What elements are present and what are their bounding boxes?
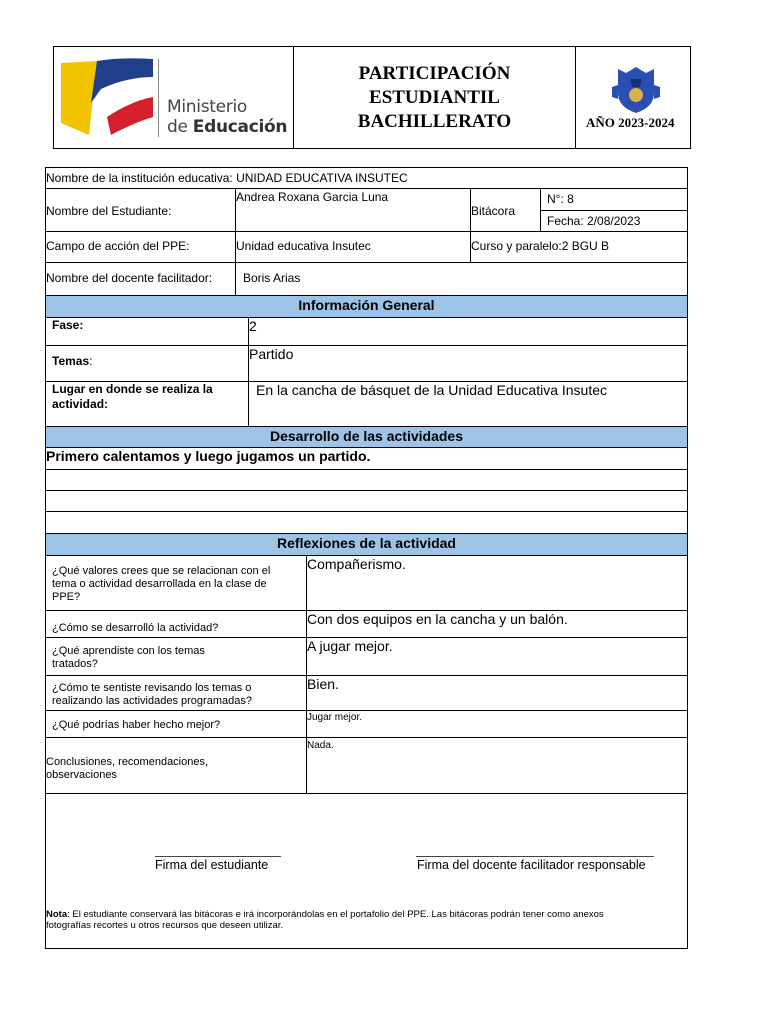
curso-paralelo: Curso y paralelo:2 BGU B xyxy=(471,239,610,253)
bitacora-label: Bitácora xyxy=(471,204,516,218)
document-title xyxy=(294,47,576,148)
campo-value: Unidad educativa Insutec xyxy=(236,239,371,253)
question-line: realizando las actividades programadas? xyxy=(52,695,252,707)
question-line: PPE? xyxy=(52,591,81,603)
teacher-signature-line xyxy=(416,856,654,857)
note-line1 xyxy=(46,909,604,920)
question-line: ¿Qué aprendiste con los temas xyxy=(52,645,205,657)
footer-note xyxy=(46,909,604,931)
reflection-answer-values: Compañerismo. xyxy=(307,556,406,572)
institution-label: Nombre de la institución educativa: UNIDAD EDUCATIVA INSUTEC xyxy=(46,171,408,185)
ministry-name-prefix: de xyxy=(167,117,193,137)
lugar-value: En la cancha de básquet de la Unidad Educativa Insutec xyxy=(256,382,608,398)
fase-value: 2 xyxy=(249,318,257,334)
question-line: observaciones xyxy=(46,769,117,781)
title-line-1: PARTICIPACIÓN xyxy=(358,62,511,84)
ministry-name xyxy=(167,97,287,137)
section-heading-general: Información General xyxy=(46,296,687,317)
lugar-label-line2: actividad: xyxy=(52,397,109,411)
reflection-question-learned xyxy=(52,645,205,671)
row-divider xyxy=(46,317,687,318)
temas-label-text: Temas xyxy=(52,354,90,368)
row-divider xyxy=(46,469,687,470)
question-line: ¿Qué valores crees que se relacionan con el xyxy=(52,565,271,577)
conclusions-value: Nada. xyxy=(307,740,334,751)
reflection-question-improve: ¿Qué podrías haber hecho mejor? xyxy=(52,719,221,731)
title-line-2: ESTUDIANTIL xyxy=(369,86,500,108)
reflection-question-development: ¿Cómo se desarrolló la actividad? xyxy=(52,622,219,634)
temas-value: Partido xyxy=(249,346,294,362)
student-signature-line xyxy=(155,856,281,857)
question-line: Conclusiones, recomendaciones, xyxy=(46,756,209,768)
note-text-line2: fotografías recortes u otros recursos que deseen utilizar. xyxy=(46,920,284,931)
desarrollo-text: Primero calentamos y luego jugamos un partido. xyxy=(46,448,371,464)
temas-label xyxy=(52,354,92,368)
row-divider xyxy=(46,345,687,346)
bitacora-date: Fecha: 2/08/2023 xyxy=(547,214,641,228)
fase-label: Fase: xyxy=(52,318,84,332)
reflection-question-feeling xyxy=(52,682,252,708)
note-label: Nota xyxy=(46,909,68,920)
bitacora-number: N°: 8 xyxy=(547,192,574,206)
column-divider xyxy=(306,555,307,793)
row-divider xyxy=(46,710,687,711)
school-year: AÑO 2023-2024 xyxy=(586,115,675,130)
docente-value: Boris Arias xyxy=(243,271,301,285)
title-line-3: BACHILLERATO xyxy=(357,110,512,132)
ministry-logo xyxy=(54,47,294,148)
row-divider xyxy=(46,231,687,232)
question-line: tratados? xyxy=(52,658,98,670)
reflection-answer-learned: A jugar mejor. xyxy=(307,638,393,654)
section-heading-desarrollo: Desarrollo de las actividades xyxy=(46,427,687,447)
reflection-answer-feeling: Bien. xyxy=(307,676,339,692)
reflection-answer-improve: Jugar mejor. xyxy=(307,712,363,723)
note-text-line1: : El estudiante conservará las bitácoras e irá incorporándolas en el portafolio del PPE. Las bitácoras podrán tener como anexos xyxy=(67,909,604,920)
question-line: tema o actividad desarrollada en la clase de xyxy=(52,578,267,590)
year-cell xyxy=(576,47,690,148)
school-crest-icon xyxy=(608,63,664,115)
section-heading-reflexiones: Reflexiones de la actividad xyxy=(46,534,687,555)
student-label: Nombre del Estudiante: xyxy=(46,204,172,218)
student-signature-label: Firma del estudiante xyxy=(155,858,269,872)
row-divider xyxy=(46,675,687,676)
row-divider xyxy=(46,793,687,794)
student-name: Andrea Roxana Garcia Luna xyxy=(236,190,389,204)
reflection-answer-development: Con dos equipos en la cancha y un balón. xyxy=(307,611,568,627)
row-divider xyxy=(46,262,687,263)
row-divider xyxy=(540,210,687,211)
ministry-name-line1: Ministerio xyxy=(167,97,247,117)
temas-label-colon: : xyxy=(89,354,93,368)
reflection-question-values xyxy=(52,565,270,604)
document-header xyxy=(53,46,691,149)
logo-divider xyxy=(158,59,159,137)
bitacora-form xyxy=(45,167,688,949)
campo-label: Campo de acción del PPE: xyxy=(46,239,190,253)
row-divider xyxy=(46,188,687,189)
row-divider xyxy=(46,490,687,491)
question-line: ¿Cómo te sentiste revisando los temas o xyxy=(52,682,252,694)
conclusions-label xyxy=(46,756,208,782)
row-divider xyxy=(46,511,687,512)
lugar-label-line1: Lugar en donde se realiza la xyxy=(52,382,213,396)
ministry-emblem-icon xyxy=(61,57,156,137)
docente-label: Nombre del docente facilitador: xyxy=(46,271,213,285)
row-divider xyxy=(46,737,687,738)
teacher-signature-label: Firma del docente facilitador responsable xyxy=(417,858,646,872)
ministry-name-bold: Educación xyxy=(192,117,288,137)
ministry-name-line2 xyxy=(167,117,287,137)
column-divider xyxy=(540,188,541,231)
